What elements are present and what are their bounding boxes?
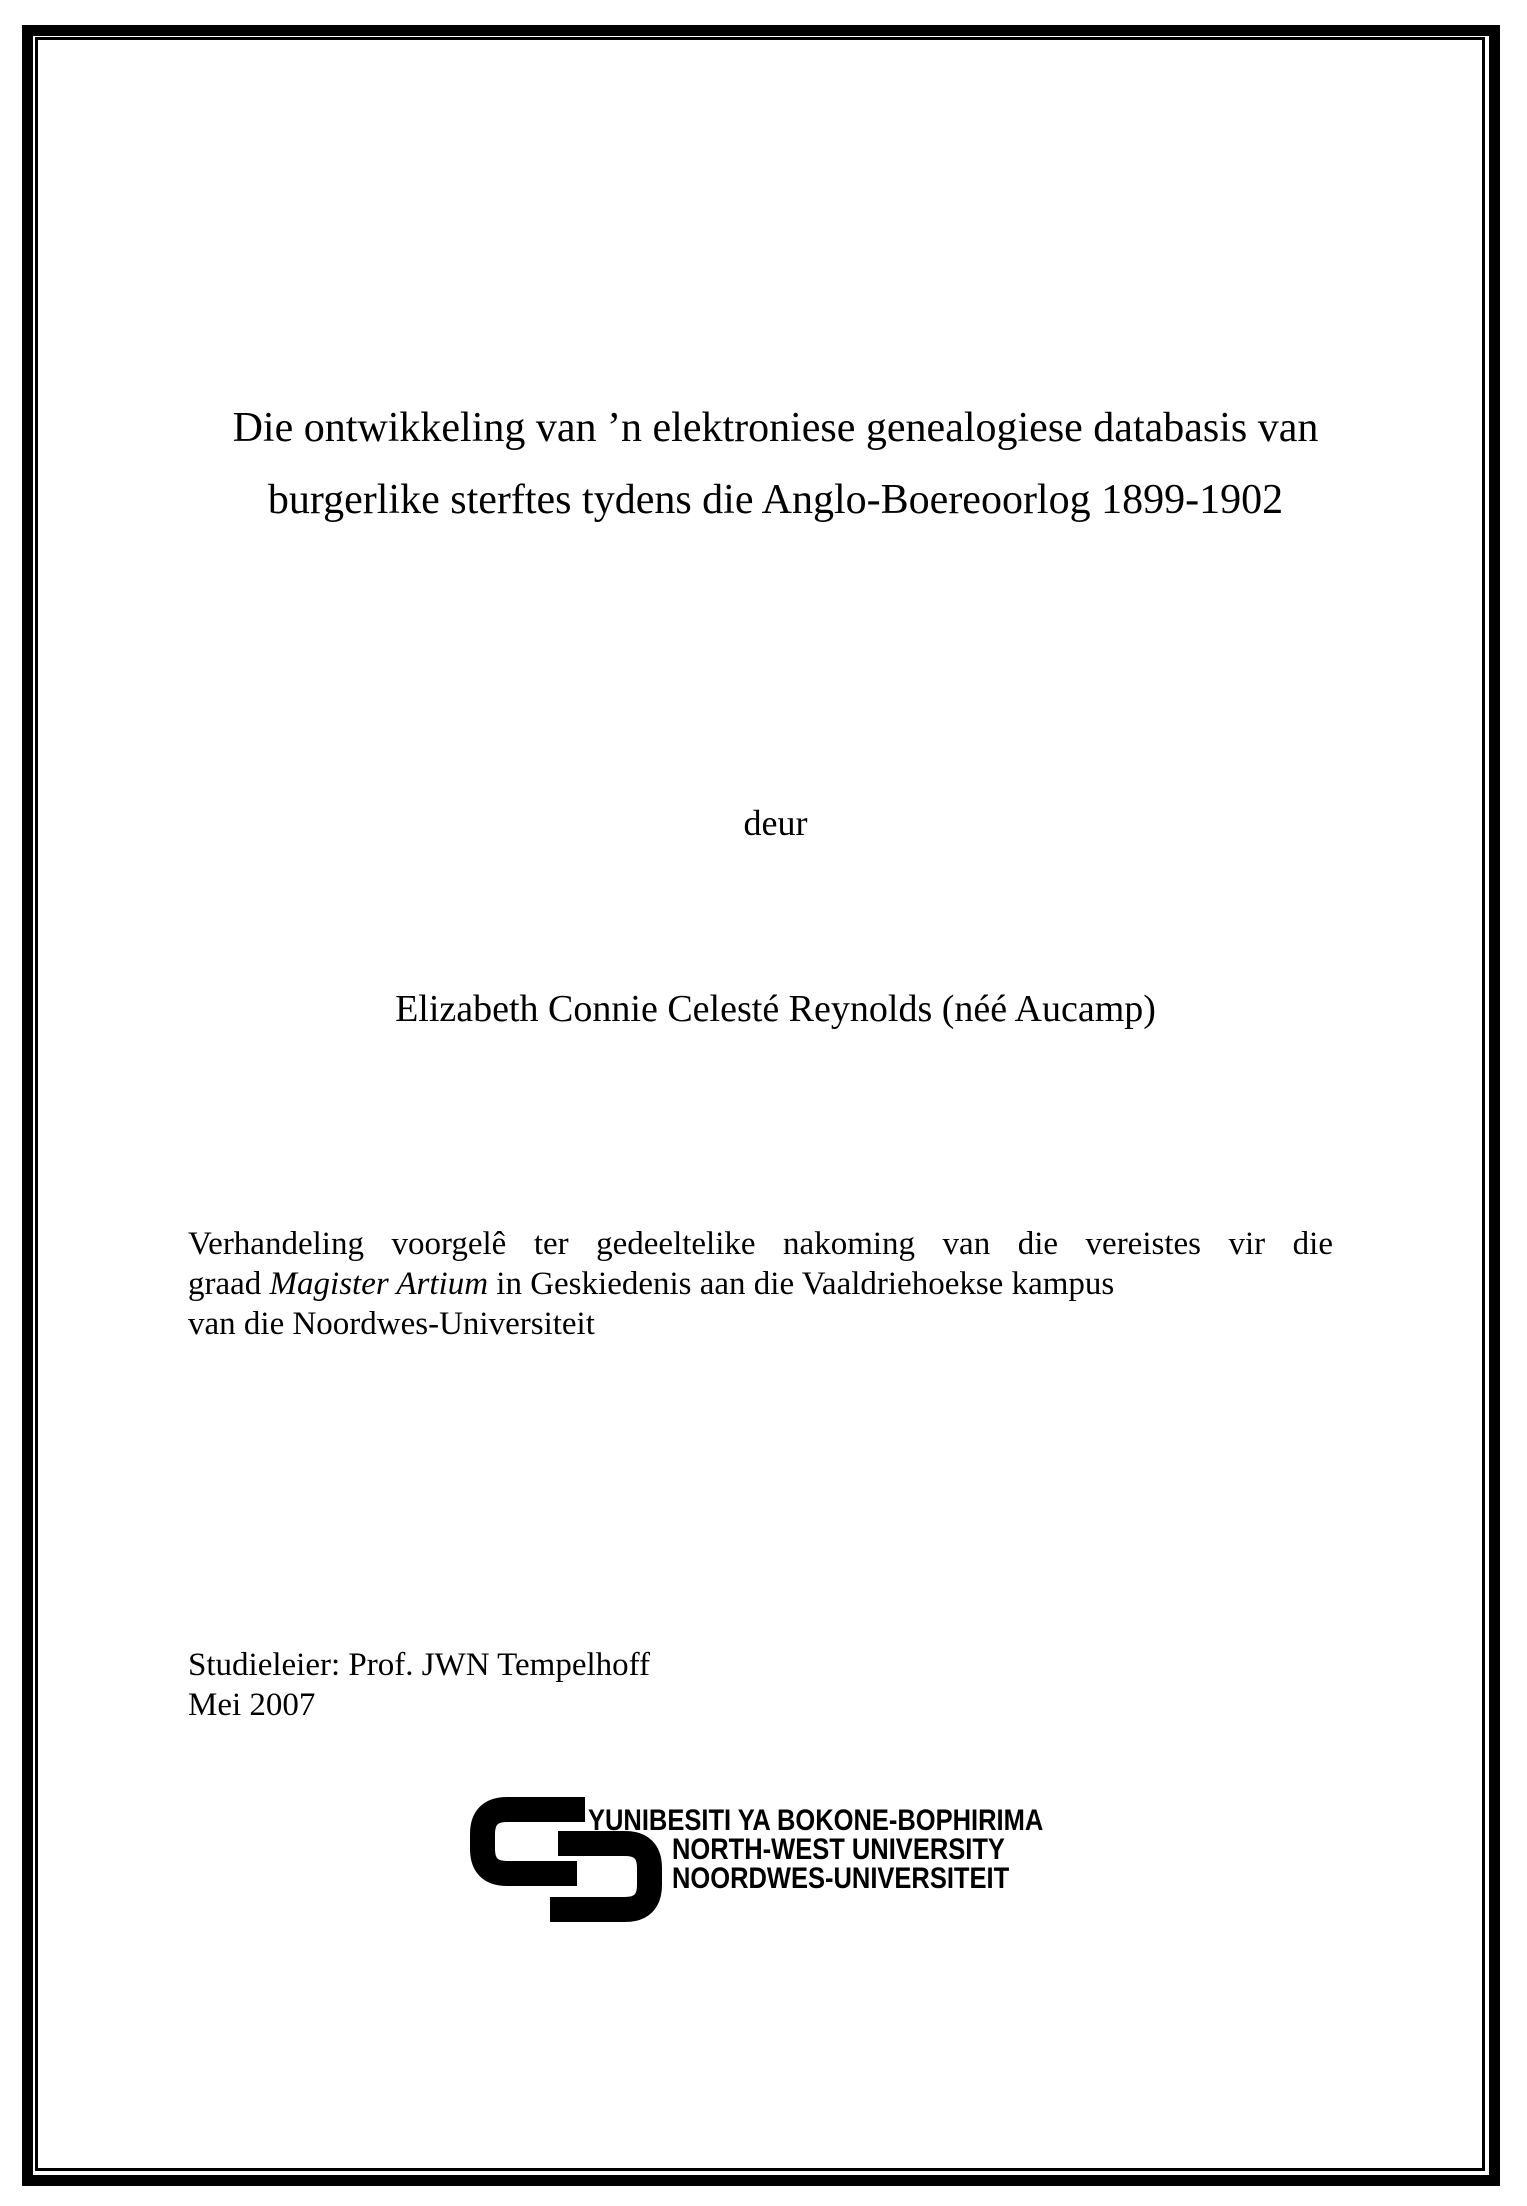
thesis-statement-line2-prefix: graad [188,1266,270,1302]
thesis-title [12,392,1527,536]
thesis-title-line2: burgerlike sterftes tydens die Anglo-Boereoorlog 1899-1902 [267,477,1284,523]
thesis-title-line1: Die ontwikkeling van ’n elektroniese genealogiese databasis van [232,405,1319,451]
thesis-statement-line2-suffix: in Geskiedenis aan die Vaaldriehoekse kampus [488,1266,1115,1302]
university-name-english: NORTH-WEST UNIVERSITY [672,1833,1005,1866]
byline-deur: deur [743,803,808,843]
date-line: Mei 2007 [188,1687,316,1723]
supervisor-line: Studieleier: Prof. JWN Tempelhoff [188,1647,651,1683]
author-name: Elizabeth Connie Celesté Reynolds (néé Aucamp) [395,988,1156,1030]
thesis-statement-line3: van die Noordwes-Universiteit [188,1306,595,1342]
university-name-block [588,1806,1124,1893]
thesis-statement-line2 [188,1264,1333,1304]
supervisor-block [188,1645,650,1725]
thesis-statement [188,1224,1333,1344]
university-name-setswana: YUNIBESITI YA BOKONE-BOPHIRIMA [588,1804,1044,1837]
degree-name-italic: Magister Artium [269,1266,489,1302]
university-name-afrikaans: NOORDWES-UNIVERSITEIT [672,1862,1010,1895]
thesis-statement-line1: Verhandeling voorgelê ter gedeeltelike nakoming van die vereistes vir die [188,1226,1333,1262]
